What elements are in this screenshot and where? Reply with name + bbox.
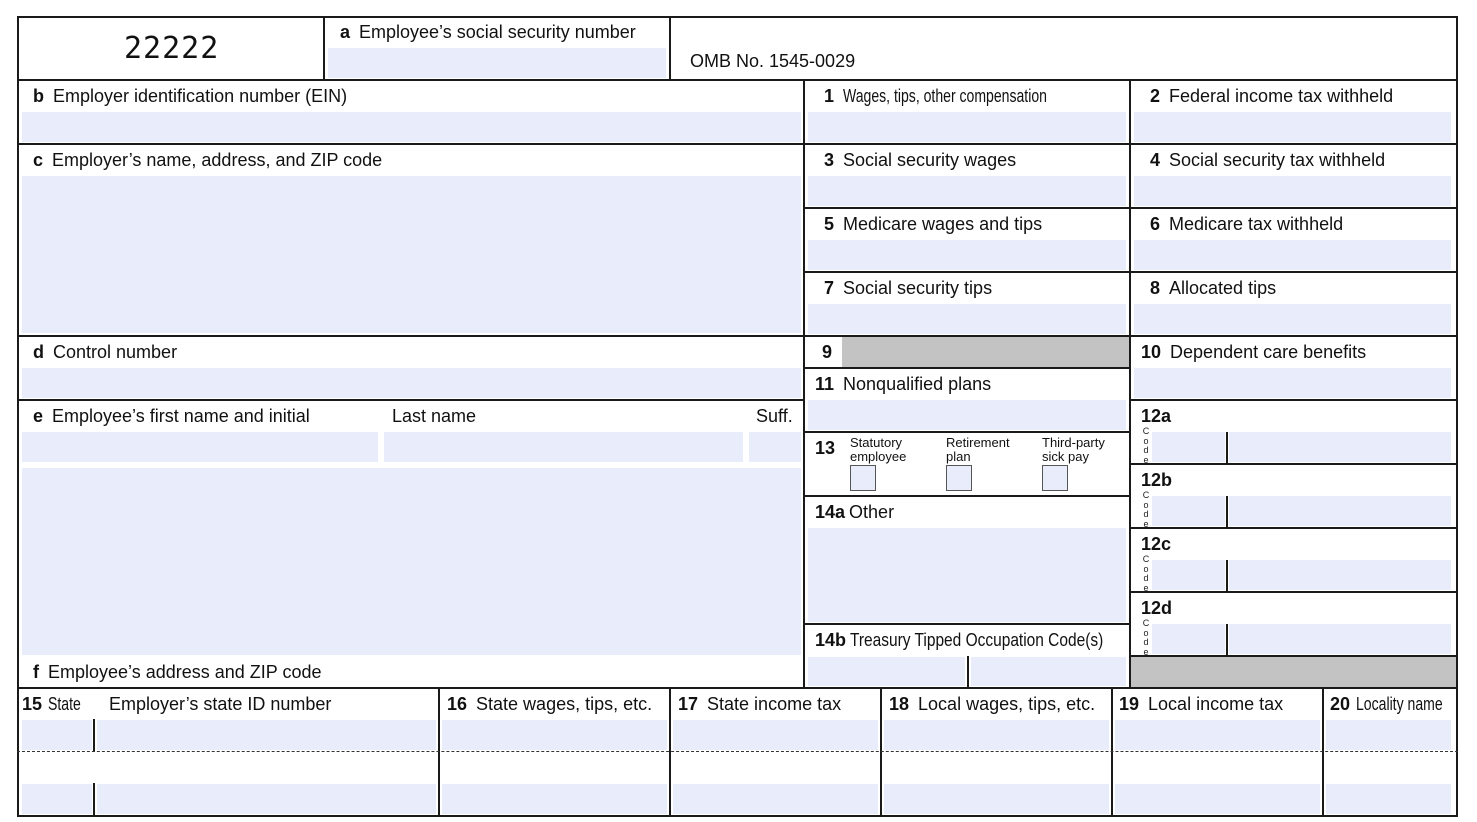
box-f-label: f Employee’s address and ZIP code <box>33 662 322 682</box>
box-7-label: 7 Social security tips <box>824 278 993 298</box>
divider <box>1226 560 1228 591</box>
divider <box>323 16 325 80</box>
divider <box>17 687 1458 689</box>
box-12c-label: 12c <box>1141 534 1172 554</box>
state-income-tax-input-2[interactable] <box>673 784 878 814</box>
box-15-label: 15 State <box>22 694 81 714</box>
box-12a-label: 12a <box>1141 406 1172 426</box>
code-label: C o d e <box>1142 618 1150 657</box>
divider <box>17 143 804 145</box>
local-income-tax-input-1[interactable] <box>1115 720 1320 750</box>
employer-state-id-input-2[interactable] <box>97 784 436 814</box>
divider <box>803 431 1130 433</box>
state-input-2[interactable] <box>22 784 92 814</box>
box-12d-code-input[interactable] <box>1152 624 1225 654</box>
dependent-care-input[interactable] <box>1134 368 1451 398</box>
box-14b-label: 14b Treasury Tipped Occupation Code(s) <box>815 630 1104 650</box>
code-label: C o d e <box>1142 554 1150 593</box>
box-13-label: 13 <box>815 438 836 458</box>
divider <box>1226 496 1228 527</box>
box-1-label: 1 Wages, tips, other compensation <box>824 86 1047 106</box>
box-12c-code-input[interactable] <box>1152 560 1225 590</box>
state-input-1[interactable] <box>22 720 92 750</box>
box-e-last-name-label: Last name <box>392 406 477 426</box>
divider <box>803 623 1130 625</box>
box-12c-amount-input[interactable] <box>1229 560 1451 590</box>
medicare-tax-withheld-input[interactable] <box>1134 240 1451 270</box>
box-4-label: 4 Social security tax withheld <box>1150 150 1386 170</box>
divider <box>1226 432 1228 463</box>
box-12-shaded <box>1131 657 1456 687</box>
border-bottom <box>17 815 1458 817</box>
divider <box>803 79 805 688</box>
state-wages-input-1[interactable] <box>442 720 667 750</box>
divider <box>1226 624 1228 655</box>
social-security-tax-withheld-input[interactable] <box>1134 176 1451 206</box>
retirement-plan-checkbox[interactable] <box>946 465 972 491</box>
border-top <box>17 16 1458 18</box>
box-14a-label: 14a Other <box>815 502 895 522</box>
box-e-label: e Employee’s first name and initial <box>33 406 310 426</box>
box-9-shaded <box>842 337 1129 367</box>
box-10-label: 10 Dependent care benefits <box>1141 342 1367 362</box>
ein-input[interactable] <box>22 112 801 142</box>
divider <box>803 143 1457 145</box>
divider <box>967 656 969 688</box>
code-label: C o d e <box>1142 490 1150 529</box>
local-wages-input-1[interactable] <box>884 720 1109 750</box>
state-wages-input-2[interactable] <box>442 784 667 814</box>
tipped-occupation-code-1-input[interactable] <box>808 657 965 686</box>
box-18-label: 18 Local wages, tips, etc. <box>889 694 1096 714</box>
divider <box>803 495 1130 497</box>
box-9-label: 9 <box>822 342 833 362</box>
social-security-wages-input[interactable] <box>808 176 1126 206</box>
federal-tax-withheld-input[interactable] <box>1134 112 1451 142</box>
box-d-label: d Control number <box>33 342 178 362</box>
third-party-sick-pay-label: Third-party sick pay <box>1042 435 1105 464</box>
employee-address-input[interactable] <box>22 468 801 655</box>
box-a-label: a Employee’s social security number <box>340 22 636 42</box>
code-label: C o d e <box>1142 426 1150 465</box>
locality-name-input-2[interactable] <box>1326 784 1451 814</box>
box-12b-amount-input[interactable] <box>1229 496 1451 526</box>
employee-suffix-input[interactable] <box>749 432 801 462</box>
state-income-tax-input-1[interactable] <box>673 720 878 750</box>
box-12b-label: 12b <box>1141 470 1173 490</box>
employer-name-address-input[interactable] <box>22 176 801 333</box>
statutory-employee-checkbox[interactable] <box>850 465 876 491</box>
tipped-occupation-code-2-input[interactable] <box>971 657 1126 686</box>
dashed-divider <box>17 751 1458 752</box>
retirement-plan-label: Retirement plan <box>946 435 1010 464</box>
employee-ssn-input[interactable] <box>328 48 666 78</box>
omb-number: OMB No. 1545-0029 <box>690 51 856 71</box>
box-e-suffix-label: Suff. <box>756 406 793 426</box>
box-12d-amount-input[interactable] <box>1229 624 1451 654</box>
box-12b-code-input[interactable] <box>1152 496 1225 526</box>
box-12a-code-input[interactable] <box>1152 432 1225 462</box>
box-6-label: 6 Medicare tax withheld <box>1150 214 1344 234</box>
box-3-label: 3 Social security wages <box>824 150 1017 170</box>
box-b-label: b Employer identification number (EIN) <box>33 86 348 106</box>
divider <box>1129 463 1457 465</box>
medicare-wages-input[interactable] <box>808 240 1126 270</box>
box-19-label: 19 Local income tax <box>1119 694 1284 714</box>
box-16-label: 16 State wages, tips, etc. <box>447 694 653 714</box>
locality-name-input-1[interactable] <box>1326 720 1451 750</box>
statutory-employee-label: Statutory employee <box>850 435 907 464</box>
local-wages-input-2[interactable] <box>884 784 1109 814</box>
divider <box>17 399 804 401</box>
divider <box>17 79 1458 81</box>
divider <box>669 16 671 80</box>
divider <box>17 335 804 337</box>
box-5-label: 5 Medicare wages and tips <box>824 214 1043 234</box>
nonqualified-plans-input[interactable] <box>808 400 1126 430</box>
employer-state-id-input-1[interactable] <box>97 720 436 750</box>
box-17-label: 17 State income tax <box>678 694 842 714</box>
wages-tips-input[interactable] <box>808 112 1126 142</box>
divider <box>803 367 1130 369</box>
divider <box>1129 591 1457 593</box>
box-11-label: 11 Nonqualified plans <box>815 374 992 394</box>
other-14a-input[interactable] <box>808 528 1126 622</box>
border-left <box>17 16 19 816</box>
box-c-label: c Employer’s name, address, and ZIP code <box>33 150 383 170</box>
box-2-label: 2 Federal income tax withheld <box>1150 86 1394 106</box>
box-20-label: 20 Locality name <box>1330 694 1443 714</box>
divider <box>803 207 1457 209</box>
divider <box>1129 79 1131 688</box>
divider <box>803 271 1457 273</box>
local-income-tax-input-2[interactable] <box>1115 784 1320 814</box>
box-8-label: 8 Allocated tips <box>1150 278 1277 298</box>
divider <box>93 783 95 816</box>
divider <box>1129 527 1457 529</box>
divider <box>1129 399 1457 401</box>
divider <box>93 719 95 752</box>
employee-last-name-input[interactable] <box>384 432 743 462</box>
third-party-sick-pay-checkbox[interactable] <box>1042 465 1068 491</box>
box-12d-label: 12d <box>1141 598 1173 618</box>
box-12a-amount-input[interactable] <box>1229 432 1451 462</box>
allocated-tips-input[interactable] <box>1134 304 1451 334</box>
social-security-tips-input[interactable] <box>808 304 1126 334</box>
form-number: 22222 <box>124 31 220 66</box>
employee-first-name-input[interactable] <box>22 432 378 462</box>
control-number-input[interactable] <box>22 368 801 398</box>
box-15-employer-state-id-label: Employer’s state ID number <box>109 694 332 714</box>
